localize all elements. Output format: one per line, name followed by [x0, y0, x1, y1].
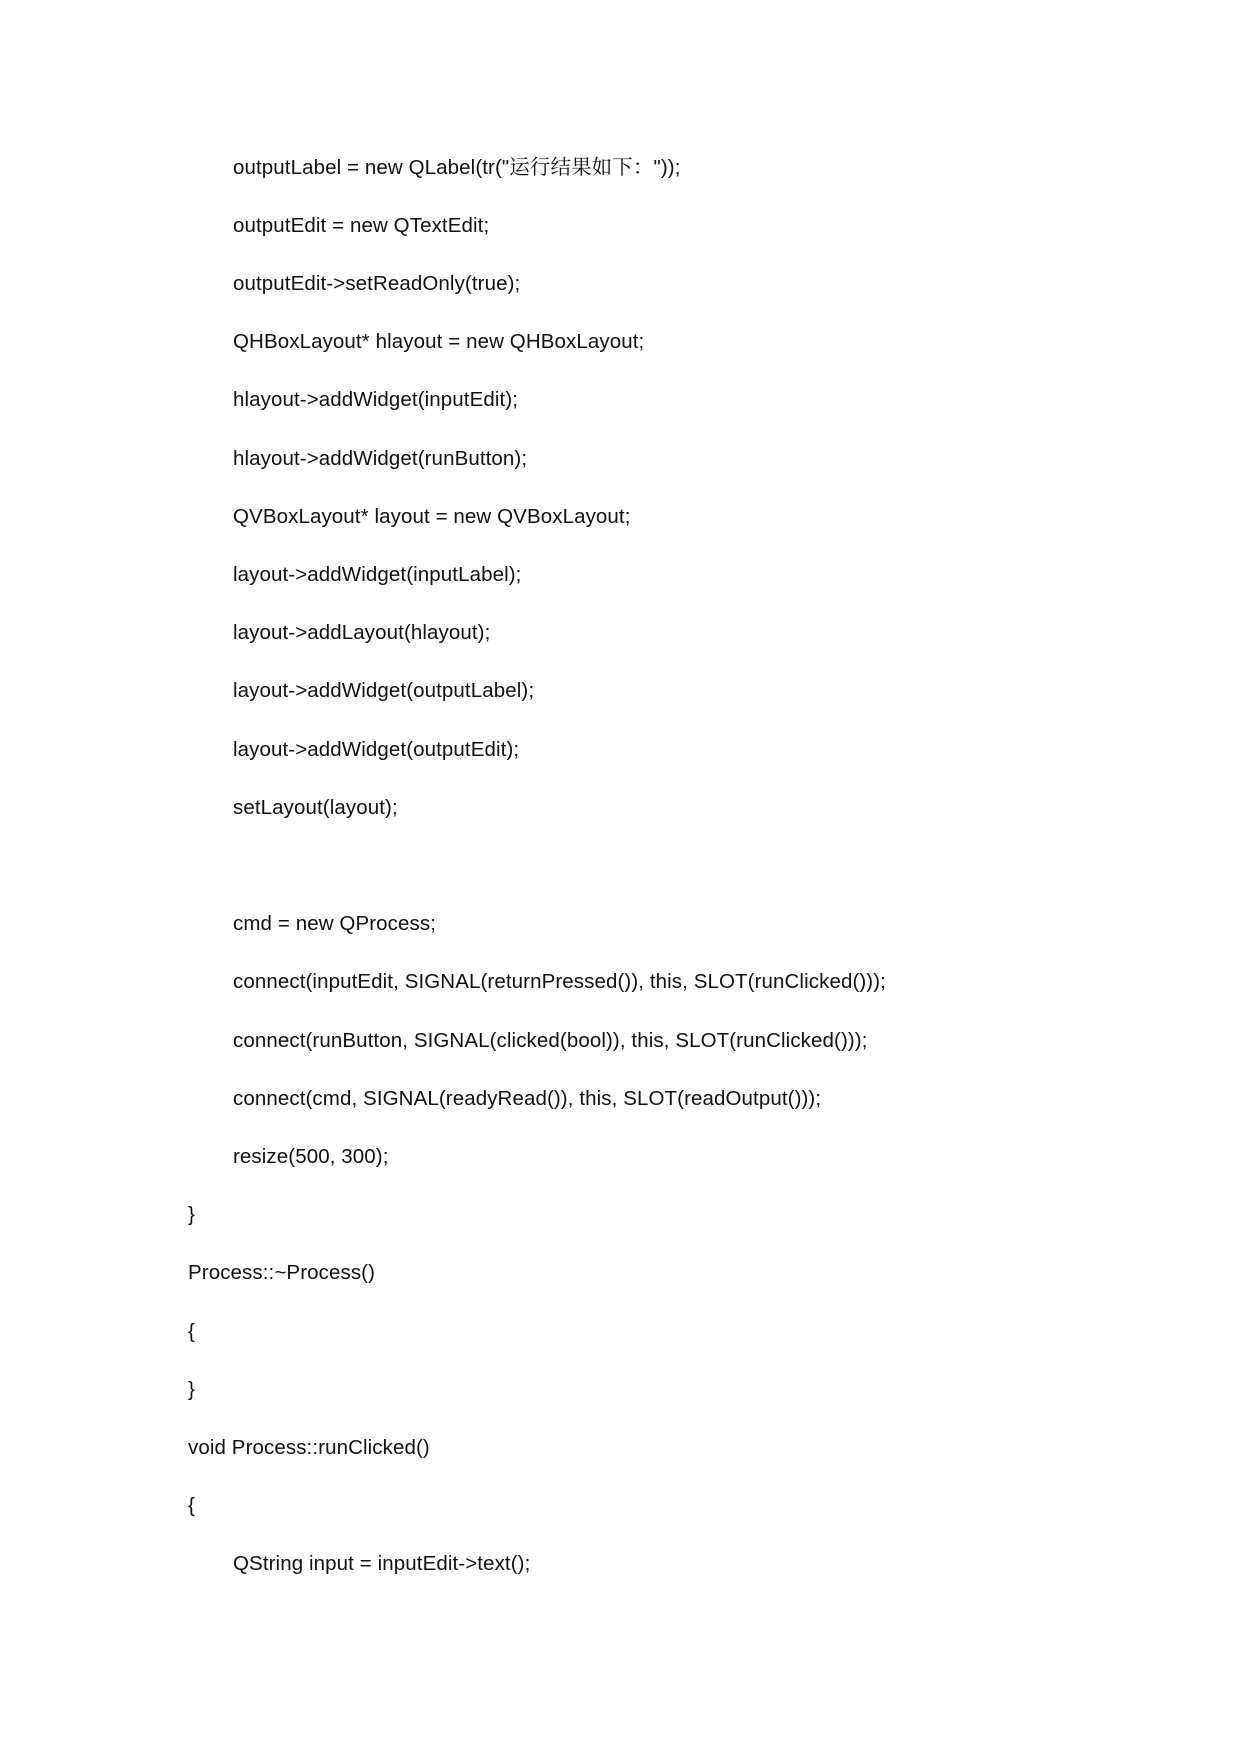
code-line: hlayout->addWidget(inputEdit); [233, 388, 519, 411]
code-line: connect(cmd, SIGNAL(readyRead()), this, SLOT(readOutput())); [233, 1087, 822, 1110]
code-line: connect(inputEdit, SIGNAL(returnPressed()), this, SLOT(runClicked())); [233, 970, 886, 993]
code-line: Process::~Process() [188, 1261, 376, 1284]
code-line: { [188, 1494, 195, 1517]
code-line: QVBoxLayout* layout = new QVBoxLayout; [233, 505, 631, 528]
code-line: outputLabel = new QLabel(tr("运行结果如下：")); [233, 156, 681, 179]
code-line: setLayout(layout); [233, 796, 398, 819]
code-line: layout->addWidget(inputLabel); [233, 563, 522, 586]
code-line: void Process::runClicked() [188, 1436, 430, 1459]
code-line: } [188, 1203, 195, 1226]
code-line: QString input = inputEdit->text(); [233, 1552, 531, 1575]
code-line: layout->addLayout(hlayout); [233, 621, 491, 644]
code-line: cmd = new QProcess; [233, 912, 436, 935]
code-line: layout->addWidget(outputEdit); [233, 738, 520, 761]
code-line: connect(runButton, SIGNAL(clicked(bool)), this, SLOT(runClicked())); [233, 1029, 868, 1052]
code-line: } [188, 1378, 195, 1401]
code-line: hlayout->addWidget(runButton); [233, 447, 528, 470]
code-line: resize(500, 300); [233, 1145, 389, 1168]
code-line: QHBoxLayout* hlayout = new QHBoxLayout; [233, 330, 645, 353]
code-line: outputEdit->setReadOnly(true); [233, 272, 521, 295]
code-line: layout->addWidget(outputLabel); [233, 679, 535, 702]
code-line: { [188, 1320, 195, 1343]
code-line: outputEdit = new QTextEdit; [233, 214, 490, 237]
